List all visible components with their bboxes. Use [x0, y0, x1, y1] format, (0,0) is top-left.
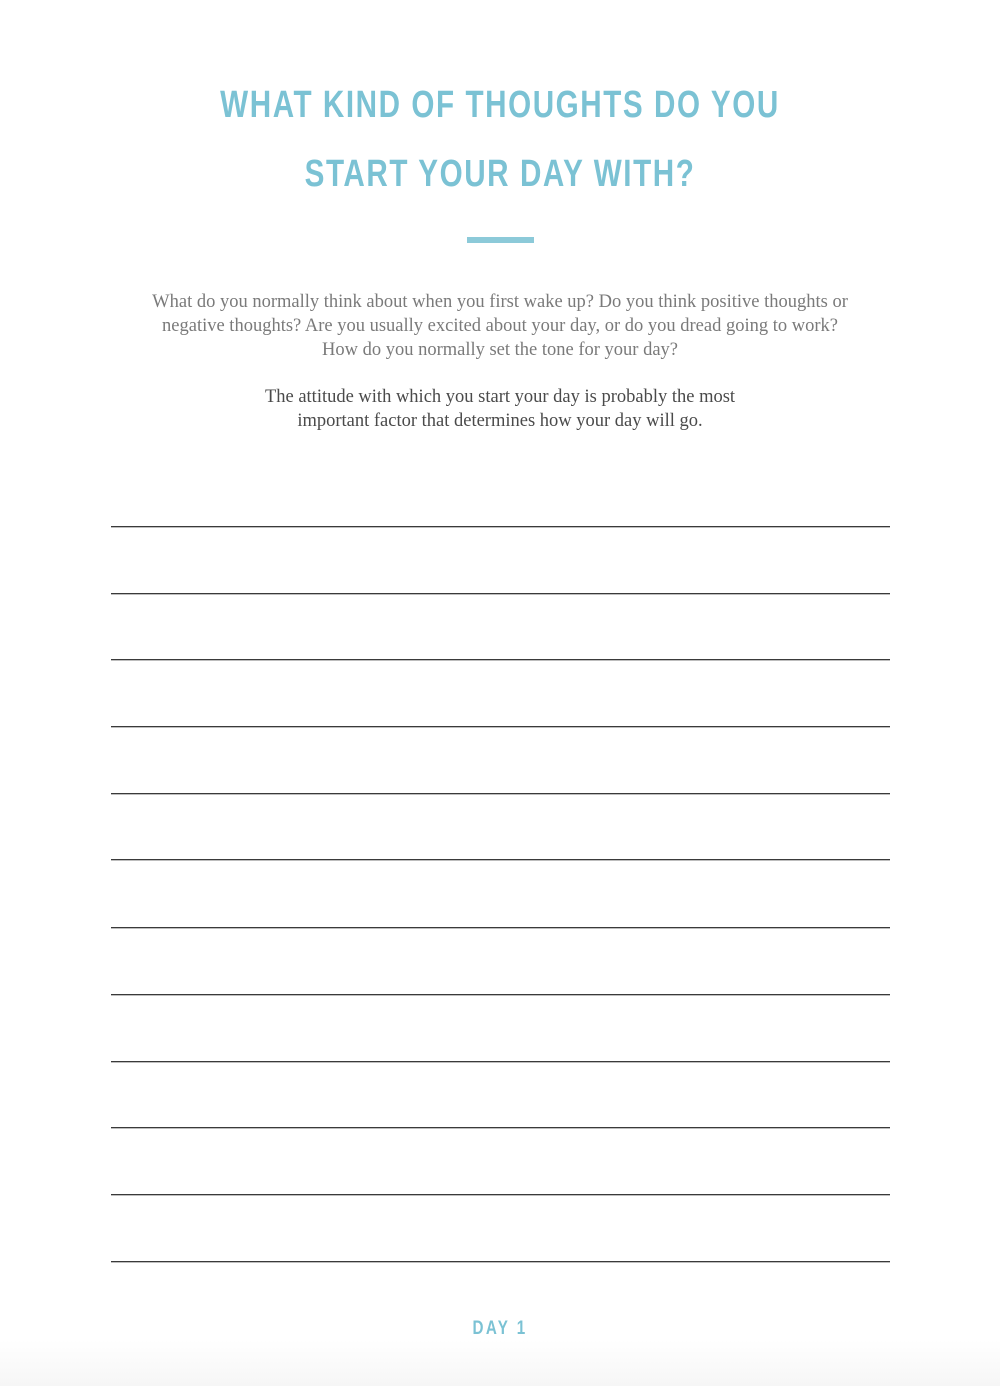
- writing-line[interactable]: [111, 859, 890, 861]
- emphasis-paragraph: [200, 385, 800, 433]
- writing-line[interactable]: [111, 927, 890, 929]
- writing-line[interactable]: [111, 994, 890, 996]
- page-title-line-1: WHAT KIND OF THOUGHTS DO YOU: [220, 84, 780, 126]
- writing-line[interactable]: [111, 1061, 890, 1063]
- writing-line[interactable]: [111, 1261, 890, 1263]
- writing-line[interactable]: [111, 726, 890, 728]
- writing-line[interactable]: [111, 526, 890, 528]
- intro-line: What do you normally think about when you first wake up? Do you think positive thoughts or: [152, 292, 848, 312]
- intro-line: negative thoughts? Are you usually excited about your day, or do you dread going to work?: [162, 316, 838, 336]
- writing-line[interactable]: [111, 1194, 890, 1196]
- intro-paragraph: [120, 290, 880, 362]
- writing-line[interactable]: [111, 1127, 890, 1129]
- emphasis-line: important factor that determines how your day will go.: [297, 411, 703, 431]
- writing-line[interactable]: [111, 793, 890, 795]
- page-title-line-2: START YOUR DAY WITH?: [304, 153, 696, 195]
- emphasis-line: The attitude with which you start your day is probably the most: [264, 387, 736, 407]
- writing-line[interactable]: [111, 659, 890, 661]
- writing-line[interactable]: [111, 593, 890, 595]
- day-label: DAY 1: [472, 1318, 528, 1339]
- intro-line: How do you normally set the tone for your day?: [321, 340, 679, 360]
- title-divider: [467, 237, 534, 243]
